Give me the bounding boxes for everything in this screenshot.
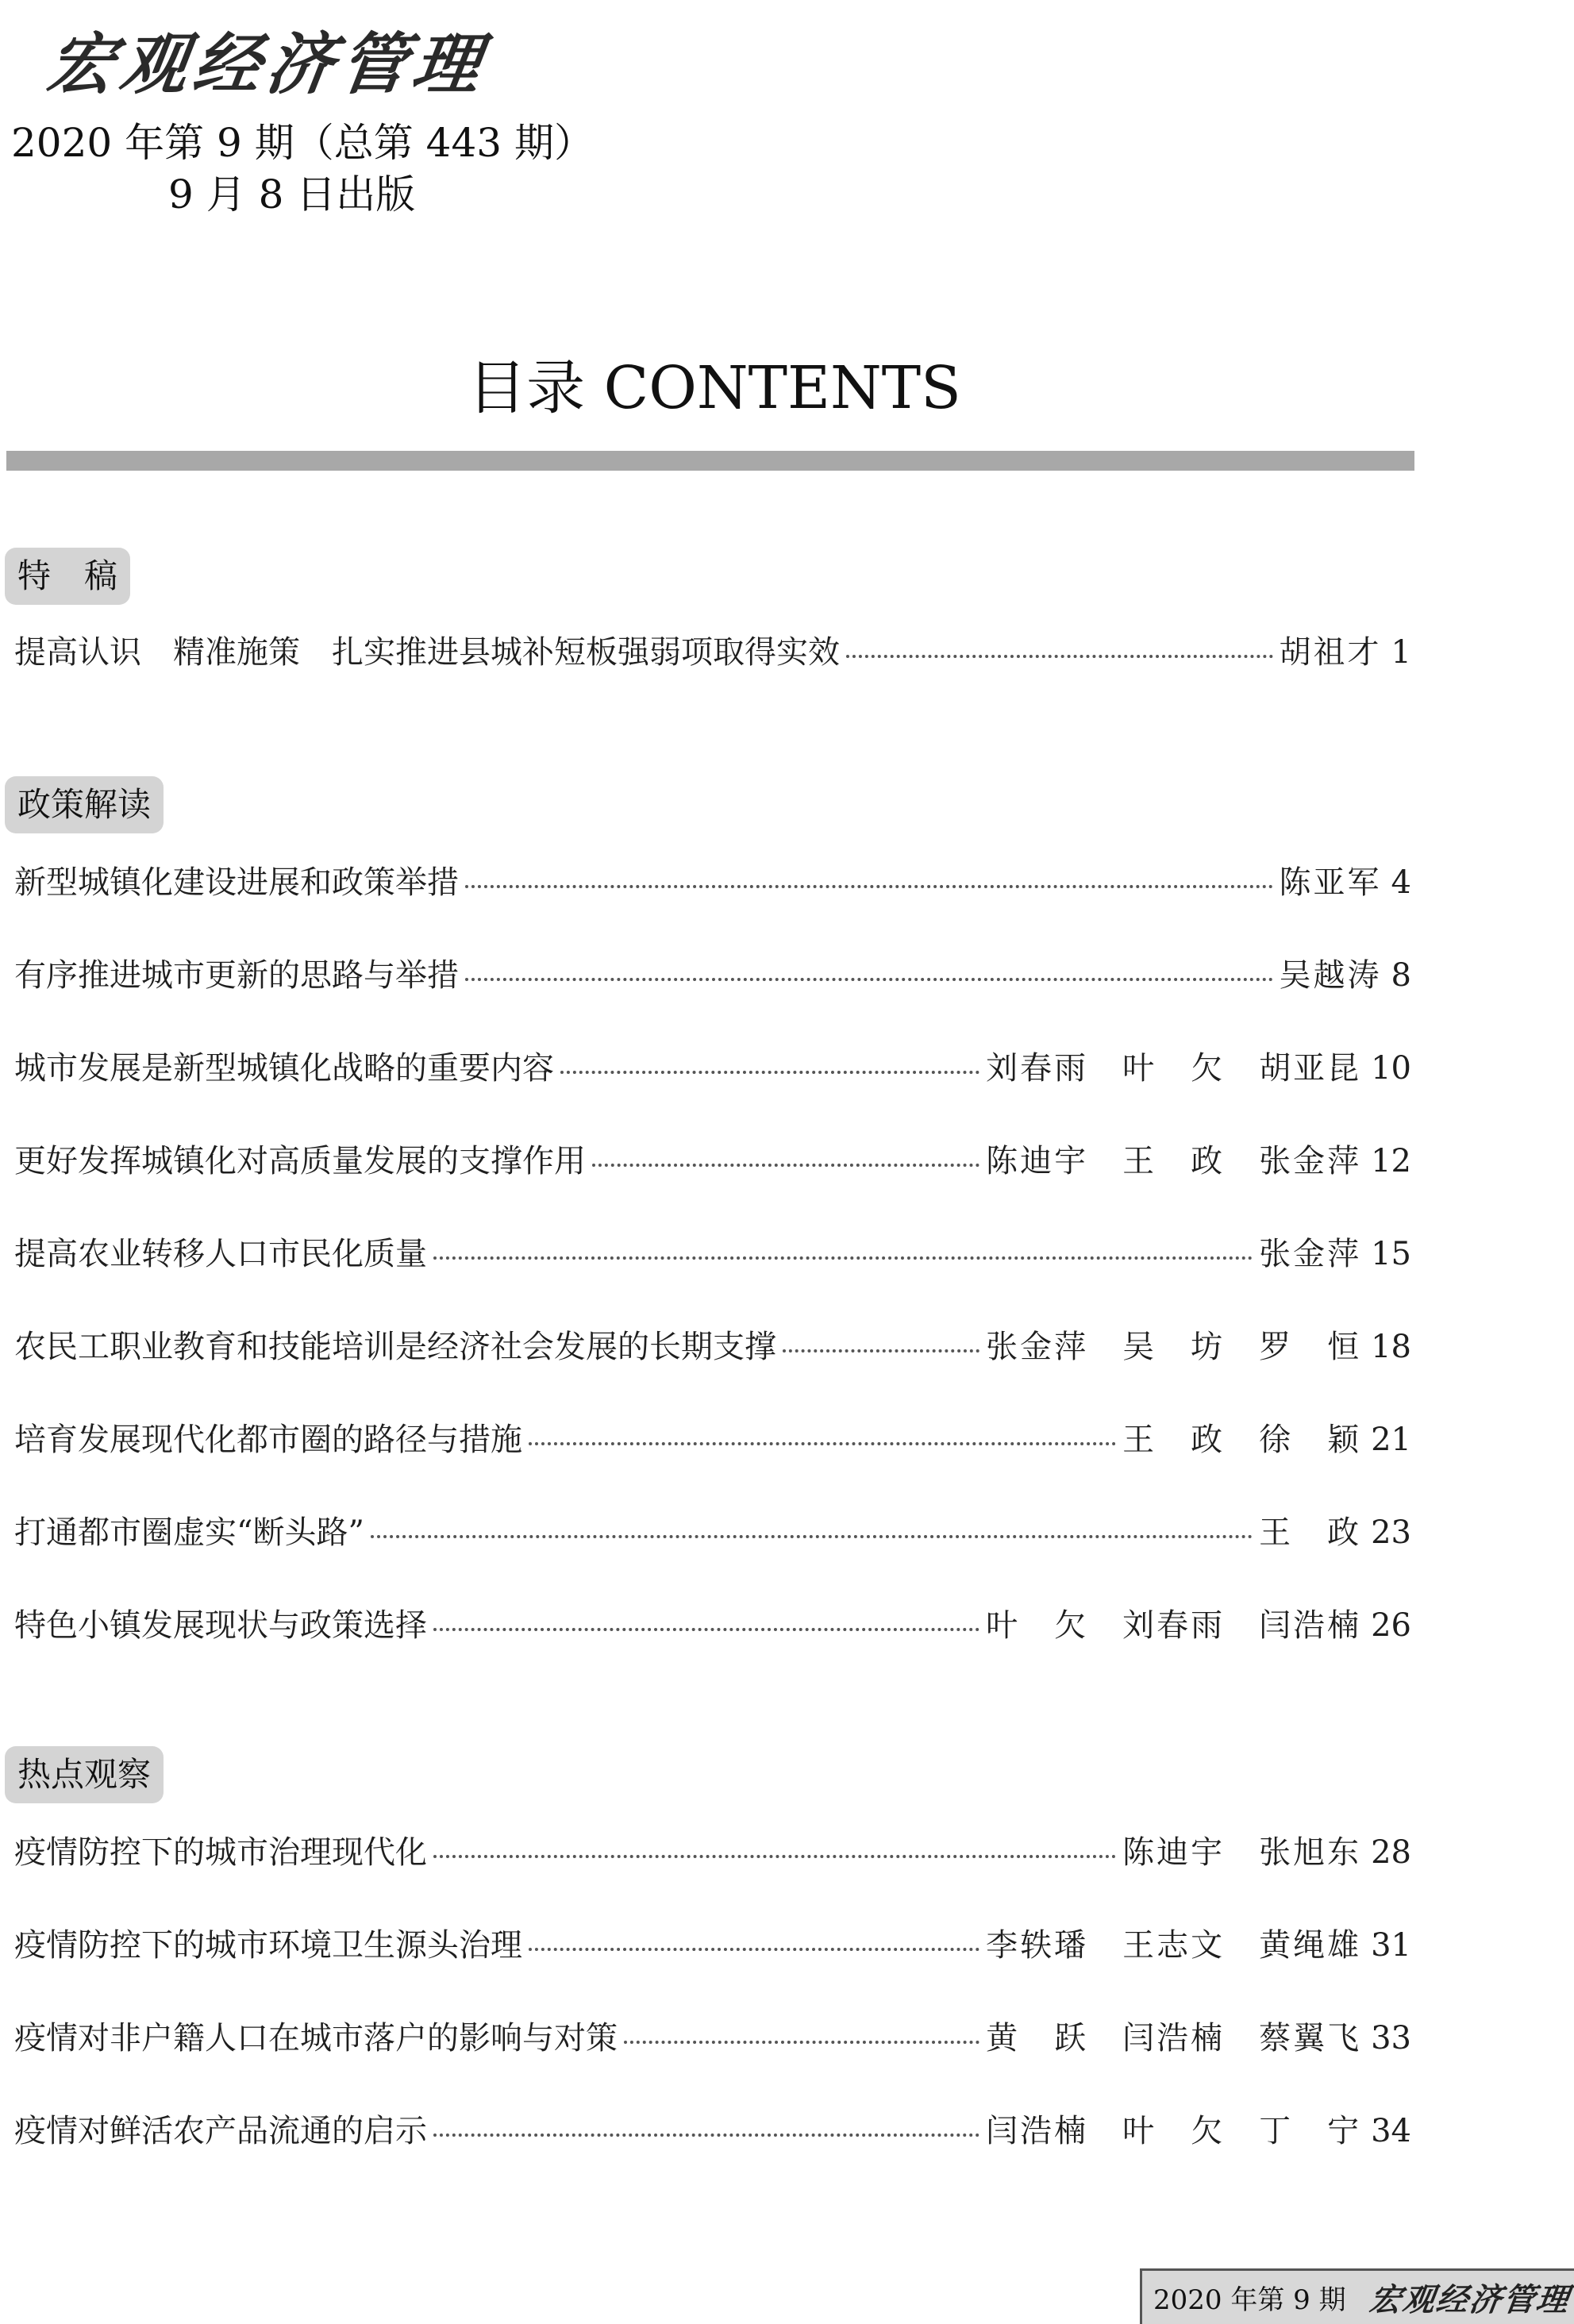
toc-entry[interactable] — [14, 1136, 1411, 1187]
entry-title: 提高农业转移人口市民化质量 — [14, 1236, 427, 1272]
dot-leader — [433, 1855, 1116, 1858]
dot-leader — [529, 1442, 1116, 1445]
dot-leader — [846, 655, 1273, 658]
entry-title: 疫情防控下的城市治理现代化 — [14, 1834, 427, 1871]
toc-entry[interactable] — [14, 857, 1411, 908]
entry-title: 城市发展是新型城镇化战略的重要内容 — [14, 1050, 554, 1087]
entry-title: 特色小镇发展现状与政策选择 — [14, 1607, 427, 1644]
entry-page: 28 — [1371, 1834, 1411, 1871]
entry-authors: 王 政 徐 颖 — [1122, 1422, 1362, 1458]
toc-entry[interactable] — [14, 1322, 1411, 1372]
entry-authors: 黄 跃 闫浩楠 蔡翼飞 — [986, 2020, 1362, 2057]
entry-page: 26 — [1371, 1607, 1411, 1644]
issue-number: 2020 年第 9 期（总第 443 期） — [11, 120, 594, 166]
journal-masthead-logo: 宏观经济管理 — [42, 25, 492, 103]
entry-authors: 陈亚军 — [1279, 864, 1382, 901]
entry-authors: 陈迪宇 张旭东 — [1122, 1834, 1362, 1871]
toc-entry[interactable] — [14, 627, 1411, 678]
toc-entry[interactable] — [14, 2106, 1411, 2157]
dot-leader — [560, 1071, 979, 1074]
entry-authors: 叶 欠 刘春雨 闫浩楠 — [986, 1607, 1362, 1644]
entry-authors: 吴越涛 — [1279, 957, 1382, 994]
entry-page: 1 — [1391, 634, 1411, 671]
footer-issue: 2020 年第 9 期 — [1153, 2284, 1346, 2316]
toc-entry[interactable] — [14, 2013, 1411, 2064]
dot-leader — [465, 885, 1273, 888]
entry-authors: 胡祖才 — [1279, 634, 1382, 671]
publish-date: 9 月 8 日出版 — [168, 171, 416, 217]
dot-leader — [592, 1164, 979, 1167]
entry-page: 10 — [1371, 1050, 1411, 1087]
footer-journal-logo: 宏观经济管理 — [1366, 2281, 1572, 2318]
toc-title: 目录 CONTENTS — [468, 354, 961, 422]
dot-leader — [433, 1256, 1253, 1260]
entry-title: 疫情对鲜活农产品流通的启示 — [14, 2113, 427, 2149]
toc-entry[interactable] — [14, 1043, 1411, 1094]
entry-title: 有序推进城市更新的思路与举措 — [14, 957, 459, 994]
entry-authors: 王 政 — [1259, 1514, 1362, 1551]
section-label-hot-topics: 热点观察 — [5, 1746, 164, 1803]
toc-entry[interactable] — [14, 1414, 1411, 1465]
toc-entry[interactable] — [14, 1507, 1411, 1558]
dot-leader — [433, 1628, 979, 1631]
title-divider — [6, 451, 1414, 471]
toc-entry[interactable] — [14, 1600, 1411, 1651]
entry-page: 34 — [1371, 2113, 1411, 2149]
dot-leader — [371, 1535, 1253, 1538]
dot-leader — [624, 2041, 979, 2044]
entry-page: 23 — [1371, 1514, 1411, 1551]
entry-page: 15 — [1371, 1236, 1411, 1272]
page-footer — [1140, 2268, 1574, 2324]
entry-authors: 张金萍 — [1259, 1236, 1362, 1272]
entry-page: 21 — [1371, 1422, 1411, 1458]
entry-title: 疫情对非户籍人口在城市落户的影响与对策 — [14, 2020, 618, 2057]
entry-title: 疫情防控下的城市环境卫生源头治理 — [14, 1927, 522, 1964]
entry-page: 12 — [1371, 1143, 1411, 1179]
dot-leader — [529, 1948, 979, 1951]
dot-leader — [783, 1349, 979, 1352]
section-label-policy: 政策解读 — [5, 776, 164, 833]
section-label-special: 特 稿 — [5, 548, 130, 605]
toc-entry[interactable] — [14, 1229, 1411, 1279]
toc-entry[interactable] — [14, 950, 1411, 1001]
entry-title: 提高认识 精准施策 扎实推进县城补短板强弱项取得实效 — [14, 634, 840, 671]
entry-title: 农民工职业教育和技能培训是经济社会发展的长期支撑 — [14, 1329, 776, 1365]
entry-authors: 闫浩楠 叶 欠 丁 宁 — [986, 2113, 1362, 2149]
entry-title: 新型城镇化建设进展和政策举措 — [14, 864, 459, 901]
entry-authors: 李轶璠 王志文 黄绳雄 — [986, 1927, 1362, 1964]
entry-page: 8 — [1391, 957, 1411, 994]
entry-title: 培育发展现代化都市圈的路径与措施 — [14, 1422, 522, 1458]
entry-title: 打通都市圈虚实“断头路” — [14, 1514, 364, 1551]
entry-title: 更好发挥城镇化对高质量发展的支撑作用 — [14, 1143, 586, 1179]
entry-page: 31 — [1371, 1927, 1411, 1964]
entry-page: 18 — [1371, 1329, 1411, 1365]
entry-authors: 张金萍 吴 坊 罗 恒 — [986, 1329, 1362, 1365]
toc-entry[interactable] — [14, 1920, 1411, 1971]
entry-authors: 刘春雨 叶 欠 胡亚昆 — [986, 1050, 1362, 1087]
dot-leader — [433, 2134, 979, 2137]
entry-authors: 陈迪宇 王 政 张金萍 — [986, 1143, 1362, 1179]
entry-page: 33 — [1371, 2020, 1411, 2057]
dot-leader — [465, 978, 1273, 981]
toc-entry[interactable] — [14, 1827, 1411, 1878]
entry-page: 4 — [1391, 864, 1411, 901]
